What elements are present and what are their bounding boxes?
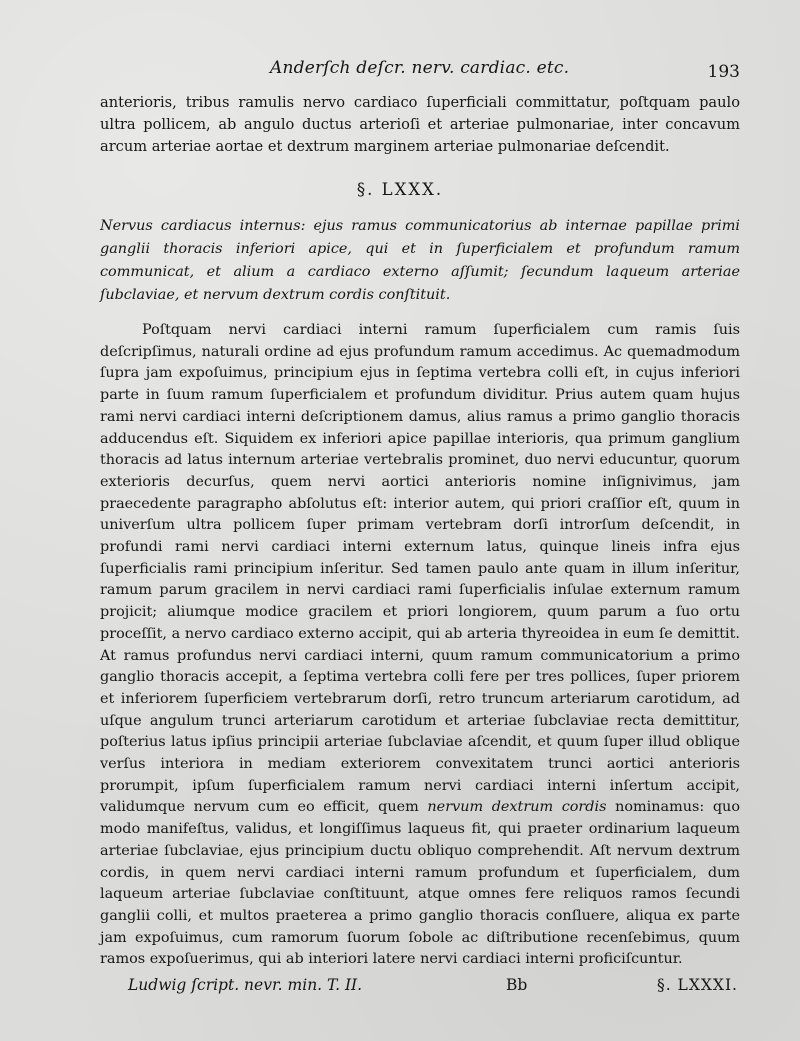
intro-paragraph: anterioris, tribus ramulis nervo cardiaco ſuperficiali committatur, poſtquam paulo ultra pollicem, ab angulo ductus arterioſi et arteriae pulmonariae, inter concavum arcum arteriae aortae et dextrum marginem arteriae pulmonariae deſcendit. — [100, 94, 740, 155]
page-footer — [0, 976, 800, 1002]
body-text-part-1: Poſtquam nervi cardiaci interni ramum ſuperficialem cum ramis ſuis deſcripſimus, naturali ordine ad ejus profundum ramum accedimus. Ac quemadmodum ſupra jam expoſuimus, principium ejus in ſeptima vertebra colli eſt, in cujus inferiori parte in ſuum ramum ſuperficialem et profundum dividitur. Prius autem quam hujus rami nervi cardiaci interni deſcriptionem damus, alius ramus a primo ganglio thoracis adducendus eſt. Siquidem ex inferiori apice papillae interioris, qua primum ganglium thoracis ad latus internum arteriae vertebralis prominet, duo nervi educuntur, quorum exterioris decurſus, quem nervi aortici anterioris nomine inſignivimus, jam praecedente paragrapho abſolutus eſt: interior autem, qui priori craſſior eſt, quum in univerſum ultra pollicem ſuper primam vertebram dorſi introrſum deſcendit, in profundi rami nervi cardiaci interni externum latus, quinque lineis infra ejus ſuperficialis rami principium inſeritur. Sed tamen paulo ante quam in illum inſeritur, ramum parum gracilem in nervi cardiaci rami ſuperficialis inſulae externum ramum projicit; aliumque modice gracilem et priori longiorem, quum parum a ſuo ortu proceſſit, a nervo cardiaco externo accipit, qui ab arteria thyreoidea in eum ſe demittit. At ramus profundus nervi cardiaci interni, quum ramum communicatorium a primo ganglio thoracis accepit, a ſeptima vertebra colli fere per tres pollices, ſuper priorem et inferiorem ſuperficiem vertebrarum dorſi, retro truncum arteriarum carotidum, ad uſque angulum trunci arteriarum carotidum et arteriae ſubclaviae recta demittitur, poſterius latus ipſius principii arteriae ſubclaviae aſcendit, et quum ſuper illud oblique verſus interiora in mediam exteriorem convexitatem trunci aortici anterioris prorumpit, ipſum ſuperficialem ramum nervi cardiaci interni inſertum accipit, validumque nervum cum eo efficit, quem — [100, 322, 740, 816]
body-text-part-2: nominamus: quo modo manifeſtus, validus, et longiſſimus laqueus fit, qui praeter ordinarium laqueum arteriae ſubclaviae, ejus principium ductu obliquo comprehendit. Aſt nervum dextrum cordis, in quem nervi cardiaci interni ramum profundum et ſuperficialem, dum laqueum arteriae ſubclaviae conſtituunt, atque omnes fere reliquos ramos ſecundi ganglii colli, et multos praeterea a primo ganglio thoracis conſluere, aliqua ex parte jam expoſuimus, cum ramorum ſuorum ſobole ac diſtributione recenſebimus, quum ramos expoſuerimus, qui ab interiori latere nervi cardiaci interni proficiſcuntur. — [100, 799, 740, 968]
body-emphasis: nervum dextrum cordis — [427, 799, 607, 816]
running-title: Anderſch deſcr. nerv. cardiac. etc. — [270, 58, 570, 78]
page-number: 193 — [707, 62, 740, 82]
signature-mark: Bb — [506, 976, 528, 994]
footer-citation: Ludwig ſcript. nevr. min. T. II. — [128, 976, 363, 994]
section-summary: Nervus cardiacus internus: ejus ramus communicatorius ab internae papillae primi ganglii thoracis inferiori apice, qui et in ſuperficialem et profundum ramum communicat, et alium a cardiaco externo aſſumit; ſecundum laqueum arteriae ſubclaviae, et nervum dextrum cordis conſtituit. — [100, 218, 740, 303]
body-paragraph — [100, 320, 740, 971]
catchword: §. LXXXI. — [656, 976, 738, 994]
running-head — [0, 58, 800, 82]
section-heading: §. LXXX. — [356, 180, 444, 199]
